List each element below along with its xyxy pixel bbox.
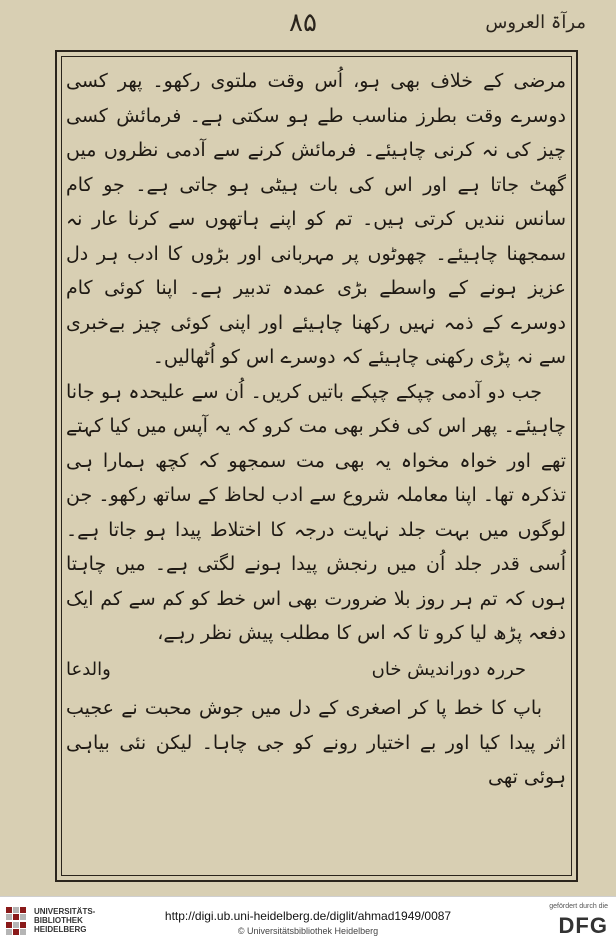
paragraph-2: جب دو آدمی چپکے چپکے باتیں کریں۔ اُن سے علیحدہ ہو جانا چاہیئے۔ پھر اس کی فکر بھی مت کرو کہ یہ آپس میں کیا کہتے تھے اور خواہ مخواہ یہ بھی مت سمجھو کہ کچھ ہمارا ہی تذکرہ تھا۔ اپنا معاملہ شروع سے ادب لحاظ کے ساتھ رکھو۔ جن لوگوں میں بہت جلد نہایت درجہ کا اختلاط پیدا ہو جاتا ہے۔ اُسی قدر جلد اُن میں رنجش پیدا ہونے لگتی ہے۔ میں چاہتا ہوں کہ تم ہر روز بلا ضرورت بھی اس خط کو کم سے کم ایک دفعہ پڑھ لیا کرو تا کہ اس کا مطلب پیش نظر رہے، — [66, 380, 566, 644]
paragraph-3: باپ کا خط پا کر اصغری کے دل میں جوش محبت نے عجیب اثر پیدا کیا اور بے اختیار رونے کو جی چاہا۔ لیکن نئی بیاہی ہوئی تھی — [66, 697, 566, 788]
viewer-footer — [0, 896, 616, 946]
running-title: مرآۃ العروس — [485, 12, 586, 33]
signature-row — [66, 653, 566, 688]
page-number: ۸۵ — [289, 8, 317, 38]
permalink[interactable]: http://digi.ub.uni-heidelberg.de/diglit/ahmad1949/0087 — [164, 909, 452, 923]
dfg-logo: DFG — [558, 913, 608, 938]
library-name: UNIVERSITÄTS- BIBLIOTHEK HEIDELBERG — [34, 907, 96, 934]
signature-name: حررہ دوراندیش خاں — [371, 658, 526, 680]
paragraph-1: مرضی کے خلاف بھی ہو، اُس وقت ملتوی رکھو۔ پھر کسی دوسرے وقت بطرز مناسب طے ہو سکتی ہے۔ فرمائش کسی چیز کی نہ کرنی چاہیئے۔ فرمائش کرنے سے آدمی نظروں میں گھٹ جاتا ہے اور اس کی بات ہیٹی ہو جاتی ہے۔ جو کام سانس نندیں کرتی ہیں۔ تم کو اپنے ہاتھوں سے کرنا عار نہ سمجھنا چاہیئے۔ چھوٹوں پر مہربانی اور بڑوں کا ادب ہر دل عزیز ہونے کے واسطے بڑی عمدہ تدبیر ہے۔ اپنا کوئی کام دوسرے کے ذمہ نہیں رکھنا چاہیئے اور اپنی کوئی چیز بےخبری سے نہ پڑی رکھنی چاہیئے کہ دوسرے اس کو اُٹھالیں۔ — [66, 70, 566, 368]
signature-closing: والدعا — [66, 658, 111, 680]
page-header — [20, 8, 586, 48]
page-text — [66, 64, 566, 870]
copyright-notice: © Universitätsbibliothek Heidelberg — [237, 926, 379, 936]
funded-by-label: gefördert durch die — [549, 903, 608, 910]
